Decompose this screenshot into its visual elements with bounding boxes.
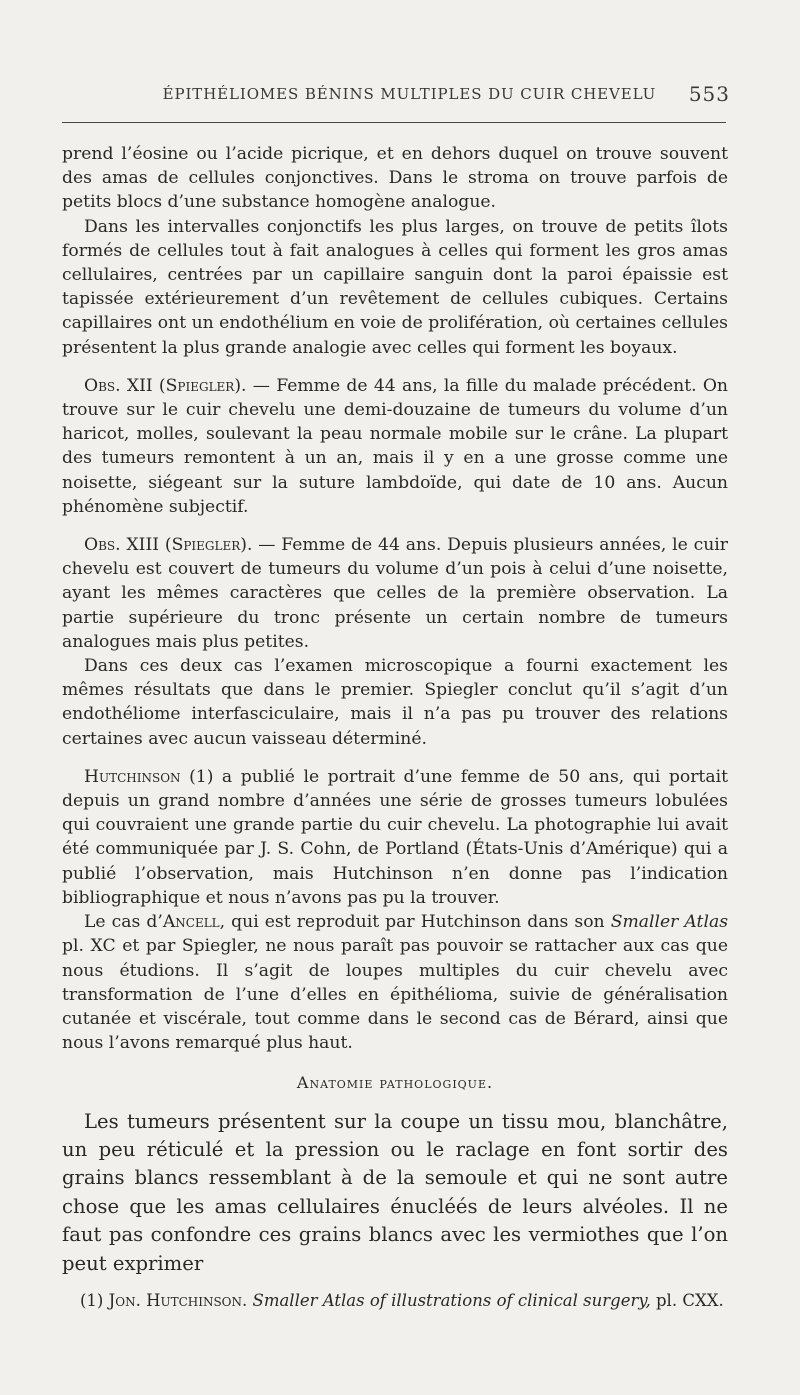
ancell-text-after: pl. XC et par Spiegler, ne nous paraît pas pouvoir se rattacher aux cas que nous étudions. Il s’agit de loupes multiples du cuir chevelu avec transformation de l’une d’elles en épithélioma, suivie de généralisation cutanée et viscérale, tout comme dans le second cas de Bérard, ainsi que nous l’avons remarqué plus haut.: [62, 936, 728, 1054]
paragraph-anatomy: Les tumeurs présentent sur la coupe un tissu mou, blanchâtre, un peu réticulé et la pression ou le raclage en font sortir des grains blancs ressemblant à de la semoule et qui ne sont autre chose que les amas cellulaires énucléés de leurs alvéoles. Il ne faut pas confondre ces grains blancs avec les vermiothes que l’on peut exprimer: [62, 1109, 728, 1275]
body-text: [62, 142, 728, 1278]
paragraph-intervals: Dans les intervalles conjonctifs les plus larges, on trouve de petits îlots formés de cellules tout à fait analogues à celles qui forment les gros amas cellulaires, centrées par un capillaire sanguin dont la paroi épaissie est tapissée extérieurement d’un revêtement de cellules cubiques. Certains capillaires ont un endothélium en voie de prolifération, où certaines cellules présentent la plus grande analogie avec celles qui forment les boyaux.: [62, 216, 728, 358]
running-title: ÉPITHÉLIOMES BÉNINS MULTIPLES DU CUIR CHEVELU: [162, 85, 657, 103]
footnote-title: Smaller Atlas of illustrations of clinical surgery,: [252, 1291, 651, 1310]
obs-xii-text: ). — Femme de 44 ans, la fille du malade précédent. On trouve sur le cuir chevelu une demi-douzaine de tumeurs du volume d’un haricot, molles, soulevant la peau normale mobile sur le crâne. La plupart des tumeurs remontent à un an, mais il y en a une grosse comme une noisette, siégeant sur la suture lambdoïde, qui date de 10 ans. Aucun phénomène subjectif.: [62, 375, 728, 517]
ancell-name: Ancell: [162, 912, 220, 933]
footnote-plate: pl. CXX.: [650, 1291, 724, 1310]
page-header: [60, 78, 730, 110]
header-rule: [62, 122, 726, 123]
obs-xii-label: Obs. XII: [84, 375, 153, 396]
ancell-text-before: , qui est reproduit par Hutchinson dans son: [219, 912, 611, 933]
section-heading: Anatomie pathologique.: [296, 1073, 494, 1093]
obs-xiii-label: Obs. XIII: [84, 535, 160, 556]
paragraph-continuation: prend l’éosine ou l’acide picrique, et en dehors duquel on trouve souvent des amas de cellules conjonctives. Dans le stroma on trouve parfois de petits blocs d’une substance homogène analogue.: [62, 144, 728, 213]
obs-xii-author: Spiegler: [165, 375, 235, 396]
hutchinson-text: (1) a publié le portrait d’une femme de 50 ans, qui portait depuis un grand nombre d’années une série de grosses tumeurs lobulées qui couvraient une grande partie du cuir chevelu. La photographie lui avait été communiquée par J. S. Cohn, de Portland (États-Unis d’Amérique) qui a publié l’observation, mais Hutchinson n’en donne pas l’indication bibliographique et nous n’avons pas pu la trouver.: [62, 766, 728, 908]
ancell-prefix: Le cas d’: [84, 912, 163, 933]
footnote: [80, 1290, 730, 1312]
hutchinson-name: Hutchinson: [84, 766, 181, 787]
observation-xiii: Obs. XIII (Spiegler). — Femme de 44 ans. Depuis plusieurs années, le cuir chevelu est couvert de tumeurs du volume d’un pois à celui d’une noisette, ayant les mêmes caractères que celles de la première observation. La partie supérieure du tronc présente un certain nombre de tumeurs analogues mais plus petites.: [62, 535, 728, 652]
footnote-author: Jon. Hutchinson.: [108, 1291, 248, 1310]
paragraph-ancell: [62, 910, 728, 1055]
page-number: 553: [688, 82, 730, 106]
observation-xii: Obs. XII (Spiegler). — Femme de 44 ans, la fille du malade précédent. On trouve sur le cuir chevelu une demi-douzaine de tumeurs du volume d’un haricot, molles, soulevant la peau normale mobile sur le crâne. La plupart des tumeurs remontent à un an, mais il y en a une grosse comme une noisette, siégeant sur la suture lambdoïde, qui date de 10 ans. Aucun phénomène subjectif.: [62, 375, 728, 517]
ancell-atlas-title: Smaller Atlas: [610, 912, 729, 933]
footnote-marker: (1): [80, 1291, 109, 1310]
observation-xiii-continuation: Dans ces deux cas l’examen microscopique a fourni exactement les mêmes résultats que dans le premier. Spiegler conclut qu’il s’agit d’un endothéliome interfasciculaire, mais il n’a pas pu trouver des relations certaines avec aucun vaisseau déterminé.: [62, 656, 728, 749]
paragraph-hutchinson: [62, 765, 728, 910]
obs-xiii-author: Spiegler: [171, 535, 241, 556]
obs-xiii-text: ). — Femme de 44 ans. Depuis plusieurs années, le cuir chevelu est couvert de tumeurs du volume d’un pois à celui d’une noisette, ayant les mêmes caractères que celles de la première observation. La partie supérieure du tronc présente un certain nombre de tumeurs analogues mais plus petites.: [62, 535, 728, 652]
